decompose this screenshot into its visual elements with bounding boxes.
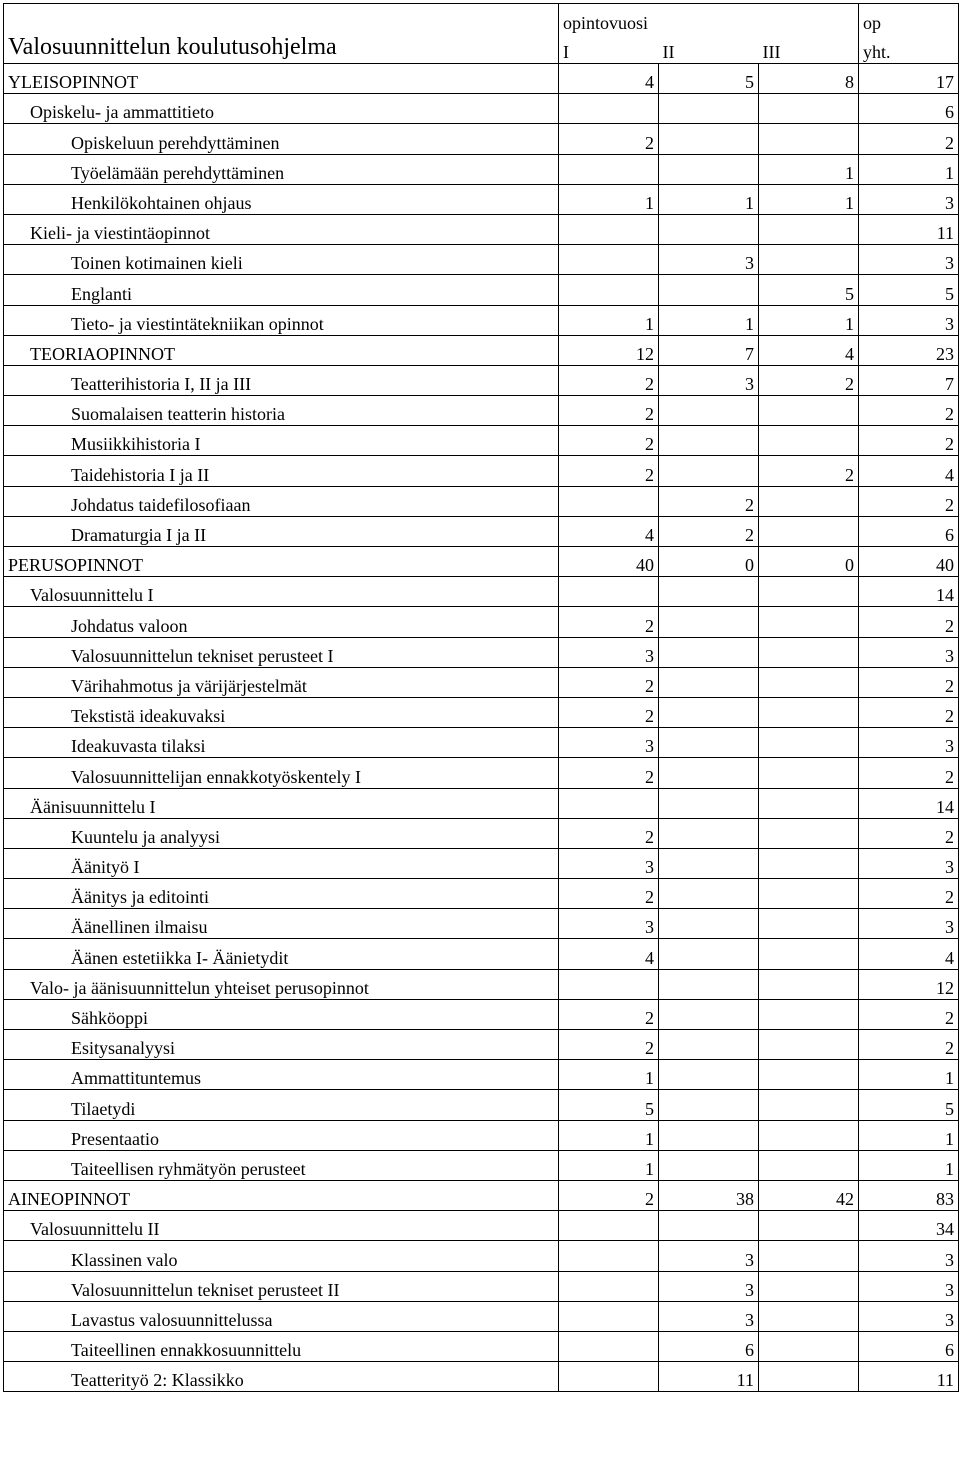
course-name: Suomalaisen teatterin historia — [4, 396, 559, 426]
course-name: Valosuunnittelu I — [4, 577, 559, 607]
year-2-credits: 3 — [659, 1271, 759, 1301]
course-name: Taidehistoria I ja II — [4, 456, 559, 486]
course-name: Lavastus valosuunnittelussa — [4, 1301, 559, 1331]
year-3-credits — [759, 818, 859, 848]
total-credits: 2 — [859, 879, 959, 909]
course-name: YLEISOPINNOT — [4, 64, 559, 94]
year-1-credits: 3 — [559, 637, 659, 667]
year-3-credits — [759, 516, 859, 546]
year-3-credits: 42 — [759, 1180, 859, 1210]
year-1-credits: 3 — [559, 848, 659, 878]
table-row — [4, 124, 959, 154]
total-credits: 2 — [859, 396, 959, 426]
year-1-credits — [559, 788, 659, 818]
header-row-top — [4, 4, 959, 34]
year-1-credits: 2 — [559, 426, 659, 456]
total-credits: 3 — [859, 637, 959, 667]
total-credits: 1 — [859, 1150, 959, 1180]
year-2-credits: 38 — [659, 1180, 759, 1210]
year-2-credits: 2 — [659, 516, 759, 546]
course-name: Valosuunnittelijan ennakkotyöskentely I — [4, 758, 559, 788]
year-1-credits — [559, 1301, 659, 1331]
course-name: Johdatus taidefilosofiaan — [4, 486, 559, 516]
year-1-credits: 1 — [559, 305, 659, 335]
year-3-credits — [759, 848, 859, 878]
year-3-credits — [759, 1211, 859, 1241]
table-row — [4, 1211, 959, 1241]
year-1-credits: 40 — [559, 547, 659, 577]
year-3-credits: 1 — [759, 184, 859, 214]
course-name: Valosuunnittelu II — [4, 1211, 559, 1241]
year-1-credits: 3 — [559, 728, 659, 758]
table-row — [4, 1331, 959, 1361]
year-3-credits: 2 — [759, 365, 859, 395]
year-1-credits: 3 — [559, 909, 659, 939]
year-1-credits — [559, 577, 659, 607]
table-row — [4, 1090, 959, 1120]
total-credits: 12 — [859, 969, 959, 999]
year-2-credits — [659, 818, 759, 848]
year-3-credits — [759, 94, 859, 124]
year-1-credits: 2 — [559, 667, 659, 697]
year-2-credits: 7 — [659, 335, 759, 365]
course-name: Tilaetydi — [4, 1090, 559, 1120]
total-credits: 6 — [859, 94, 959, 124]
header-opintovuosi: opintovuosi — [559, 4, 859, 34]
year-2-credits: 3 — [659, 1241, 759, 1271]
year-2-credits — [659, 1060, 759, 1090]
year-3-credits — [759, 1090, 859, 1120]
total-credits: 17 — [859, 64, 959, 94]
year-1-credits — [559, 214, 659, 244]
total-credits: 2 — [859, 818, 959, 848]
total-credits: 3 — [859, 305, 959, 335]
year-3-credits — [759, 969, 859, 999]
year-1-credits: 2 — [559, 607, 659, 637]
page-title: Valosuunnittelun koulutusohjelma — [4, 4, 559, 64]
course-name: Ideakuvasta tilaksi — [4, 728, 559, 758]
table-row — [4, 637, 959, 667]
year-1-credits: 2 — [559, 456, 659, 486]
year-3-credits: 5 — [759, 275, 859, 305]
year-3-credits: 1 — [759, 154, 859, 184]
total-credits: 2 — [859, 1030, 959, 1060]
year-3-credits — [759, 1150, 859, 1180]
year-2-credits — [659, 275, 759, 305]
course-name: Äänellinen ilmaisu — [4, 909, 559, 939]
course-name: Tekstistä ideakuvaksi — [4, 697, 559, 727]
table-row — [4, 516, 959, 546]
total-credits: 11 — [859, 214, 959, 244]
year-2-credits: 0 — [659, 547, 759, 577]
year-2-credits — [659, 577, 759, 607]
year-3-credits: 0 — [759, 547, 859, 577]
table-row — [4, 758, 959, 788]
table-row — [4, 909, 959, 939]
course-name: Valo- ja äänisuunnittelun yhteiset perusopinnot — [4, 969, 559, 999]
year-3-credits — [759, 758, 859, 788]
table-row — [4, 305, 959, 335]
total-credits: 5 — [859, 275, 959, 305]
total-credits: 3 — [859, 184, 959, 214]
course-name: Äänityö I — [4, 848, 559, 878]
year-3-credits — [759, 999, 859, 1029]
year-1-credits: 4 — [559, 64, 659, 94]
header-year-1: I — [559, 34, 659, 64]
year-3-credits — [759, 879, 859, 909]
year-2-credits — [659, 1030, 759, 1060]
table-row — [4, 486, 959, 516]
year-3-credits: 2 — [759, 456, 859, 486]
table-row — [4, 214, 959, 244]
table-row — [4, 547, 959, 577]
year-3-credits — [759, 1301, 859, 1331]
total-credits: 3 — [859, 848, 959, 878]
total-credits: 3 — [859, 245, 959, 275]
table-row — [4, 1241, 959, 1271]
year-2-credits — [659, 154, 759, 184]
year-3-credits — [759, 1271, 859, 1301]
table-row — [4, 697, 959, 727]
year-1-credits: 5 — [559, 1090, 659, 1120]
year-2-credits: 3 — [659, 365, 759, 395]
course-name: Ammattituntemus — [4, 1060, 559, 1090]
course-name: Äänitys ja editointi — [4, 879, 559, 909]
year-1-credits: 12 — [559, 335, 659, 365]
year-1-credits: 4 — [559, 516, 659, 546]
total-credits: 2 — [859, 999, 959, 1029]
year-2-credits — [659, 999, 759, 1029]
total-credits: 3 — [859, 1301, 959, 1331]
course-name: Valosuunnittelun tekniset perusteet II — [4, 1271, 559, 1301]
year-3-credits — [759, 1030, 859, 1060]
year-2-credits: 11 — [659, 1362, 759, 1392]
year-3-credits — [759, 486, 859, 516]
year-1-credits: 4 — [559, 939, 659, 969]
total-credits: 7 — [859, 365, 959, 395]
course-name: Opiskelu- ja ammattitieto — [4, 94, 559, 124]
year-2-credits — [659, 909, 759, 939]
year-3-credits — [759, 667, 859, 697]
table-row — [4, 1120, 959, 1150]
total-credits: 1 — [859, 1060, 959, 1090]
year-3-credits: 4 — [759, 335, 859, 365]
year-1-credits: 2 — [559, 396, 659, 426]
year-1-credits — [559, 275, 659, 305]
year-1-credits: 2 — [559, 124, 659, 154]
table-row — [4, 1180, 959, 1210]
course-name: Äänisuunnittelu I — [4, 788, 559, 818]
course-name: Henkilökohtainen ohjaus — [4, 184, 559, 214]
table-row — [4, 879, 959, 909]
course-name: Teatterihistoria I, II ja III — [4, 365, 559, 395]
total-credits: 6 — [859, 1331, 959, 1361]
year-1-credits — [559, 486, 659, 516]
year-2-credits: 1 — [659, 184, 759, 214]
course-name: Äänen estetiikka I- Äänietydit — [4, 939, 559, 969]
year-2-credits — [659, 426, 759, 456]
course-name: Taiteellinen ennakkosuunnittelu — [4, 1331, 559, 1361]
total-credits: 3 — [859, 1241, 959, 1271]
year-3-credits — [759, 637, 859, 667]
table-row — [4, 788, 959, 818]
year-3-credits — [759, 1060, 859, 1090]
total-credits: 83 — [859, 1180, 959, 1210]
table-row — [4, 456, 959, 486]
year-3-credits — [759, 788, 859, 818]
year-2-credits: 6 — [659, 1331, 759, 1361]
year-3-credits — [759, 577, 859, 607]
total-credits: 2 — [859, 667, 959, 697]
year-2-credits: 2 — [659, 486, 759, 516]
year-3-credits: 1 — [759, 305, 859, 335]
header-op: op — [859, 4, 959, 34]
year-3-credits — [759, 426, 859, 456]
table-row — [4, 1060, 959, 1090]
year-2-credits — [659, 94, 759, 124]
year-2-credits — [659, 788, 759, 818]
year-1-credits — [559, 1241, 659, 1271]
table-row — [4, 335, 959, 365]
year-3-credits — [759, 1331, 859, 1361]
year-1-credits — [559, 245, 659, 275]
year-1-credits: 1 — [559, 1150, 659, 1180]
year-1-credits — [559, 969, 659, 999]
year-3-credits — [759, 214, 859, 244]
table-row — [4, 396, 959, 426]
total-credits: 3 — [859, 1271, 959, 1301]
year-2-credits — [659, 124, 759, 154]
total-credits: 2 — [859, 426, 959, 456]
year-2-credits — [659, 667, 759, 697]
year-1-credits: 1 — [559, 1120, 659, 1150]
total-credits: 2 — [859, 486, 959, 516]
year-2-credits — [659, 607, 759, 637]
header-yht: yht. — [859, 34, 959, 64]
year-3-credits — [759, 607, 859, 637]
curriculum-table — [3, 3, 959, 1392]
course-name: Kuuntelu ja analyysi — [4, 818, 559, 848]
table-row — [4, 365, 959, 395]
total-credits: 3 — [859, 728, 959, 758]
table-row — [4, 848, 959, 878]
course-name: Teatterityö 2: Klassikko — [4, 1362, 559, 1392]
year-1-credits: 2 — [559, 818, 659, 848]
table-row — [4, 969, 959, 999]
course-name: Dramaturgia I ja II — [4, 516, 559, 546]
year-2-credits — [659, 848, 759, 878]
year-2-credits — [659, 637, 759, 667]
total-credits: 2 — [859, 607, 959, 637]
year-3-credits — [759, 245, 859, 275]
year-2-credits — [659, 697, 759, 727]
course-name: Työelämään perehdyttäminen — [4, 154, 559, 184]
table-row — [4, 64, 959, 94]
table-row — [4, 275, 959, 305]
year-2-credits: 1 — [659, 305, 759, 335]
course-name: Musiikkihistoria I — [4, 426, 559, 456]
year-1-credits: 1 — [559, 1060, 659, 1090]
total-credits: 2 — [859, 124, 959, 154]
table-row — [4, 577, 959, 607]
table-row — [4, 1362, 959, 1392]
total-credits: 14 — [859, 577, 959, 607]
table-row — [4, 1150, 959, 1180]
table-row — [4, 154, 959, 184]
course-name: Toinen kotimainen kieli — [4, 245, 559, 275]
table-row — [4, 94, 959, 124]
year-1-credits: 2 — [559, 1180, 659, 1210]
total-credits: 11 — [859, 1362, 959, 1392]
year-3-credits — [759, 909, 859, 939]
year-2-credits — [659, 1211, 759, 1241]
course-name: Kieli- ja viestintäopinnot — [4, 214, 559, 244]
course-name: Valosuunnittelun tekniset perusteet I — [4, 637, 559, 667]
course-name: Sähköoppi — [4, 999, 559, 1029]
course-name: AINEOPINNOT — [4, 1180, 559, 1210]
table-row — [4, 667, 959, 697]
total-credits: 6 — [859, 516, 959, 546]
year-3-credits — [759, 697, 859, 727]
course-name: Presentaatio — [4, 1120, 559, 1150]
total-credits: 3 — [859, 909, 959, 939]
table-row — [4, 245, 959, 275]
year-2-credits — [659, 728, 759, 758]
year-2-credits — [659, 456, 759, 486]
course-name: Opiskeluun perehdyttäminen — [4, 124, 559, 154]
total-credits: 40 — [859, 547, 959, 577]
year-2-credits — [659, 939, 759, 969]
year-3-credits — [759, 1120, 859, 1150]
year-3-credits: 8 — [759, 64, 859, 94]
total-credits: 1 — [859, 1120, 959, 1150]
table-row — [4, 1301, 959, 1331]
year-3-credits — [759, 396, 859, 426]
year-3-credits — [759, 1362, 859, 1392]
table-row — [4, 184, 959, 214]
total-credits: 34 — [859, 1211, 959, 1241]
table-row — [4, 607, 959, 637]
table-row — [4, 999, 959, 1029]
header-year-2: II — [659, 34, 759, 64]
year-2-credits: 5 — [659, 64, 759, 94]
table-row — [4, 1271, 959, 1301]
year-1-credits — [559, 1271, 659, 1301]
total-credits: 14 — [859, 788, 959, 818]
course-name: Klassinen valo — [4, 1241, 559, 1271]
year-1-credits: 2 — [559, 1030, 659, 1060]
year-1-credits: 2 — [559, 697, 659, 727]
year-3-credits — [759, 1241, 859, 1271]
year-1-credits — [559, 1362, 659, 1392]
year-1-credits: 2 — [559, 999, 659, 1029]
year-1-credits — [559, 94, 659, 124]
year-3-credits — [759, 124, 859, 154]
year-2-credits — [659, 1090, 759, 1120]
course-name: Esitysanalyysi — [4, 1030, 559, 1060]
course-name: TEORIAOPINNOT — [4, 335, 559, 365]
year-1-credits — [559, 154, 659, 184]
total-credits: 1 — [859, 154, 959, 184]
total-credits: 2 — [859, 697, 959, 727]
course-name: Taiteellisen ryhmätyön perusteet — [4, 1150, 559, 1180]
year-2-credits — [659, 969, 759, 999]
course-name: Johdatus valoon — [4, 607, 559, 637]
total-credits: 23 — [859, 335, 959, 365]
year-2-credits — [659, 214, 759, 244]
table-row — [4, 939, 959, 969]
header-year-3: III — [759, 34, 859, 64]
table-row — [4, 1030, 959, 1060]
total-credits: 5 — [859, 1090, 959, 1120]
course-name: Tieto- ja viestintätekniikan opinnot — [4, 305, 559, 335]
year-3-credits — [759, 728, 859, 758]
table-row — [4, 426, 959, 456]
year-3-credits — [759, 939, 859, 969]
table-row — [4, 728, 959, 758]
year-2-credits — [659, 1120, 759, 1150]
year-2-credits — [659, 396, 759, 426]
total-credits: 4 — [859, 939, 959, 969]
total-credits: 4 — [859, 456, 959, 486]
total-credits: 2 — [859, 758, 959, 788]
year-1-credits: 2 — [559, 879, 659, 909]
year-2-credits — [659, 1150, 759, 1180]
year-1-credits — [559, 1211, 659, 1241]
course-name: Englanti — [4, 275, 559, 305]
year-2-credits: 3 — [659, 1301, 759, 1331]
course-name: Värihahmotus ja värijärjestelmät — [4, 667, 559, 697]
year-2-credits — [659, 758, 759, 788]
year-2-credits — [659, 879, 759, 909]
year-1-credits: 2 — [559, 365, 659, 395]
year-1-credits: 1 — [559, 184, 659, 214]
year-1-credits — [559, 1331, 659, 1361]
course-name: PERUSOPINNOT — [4, 547, 559, 577]
year-2-credits: 3 — [659, 245, 759, 275]
table-row — [4, 818, 959, 848]
year-1-credits: 2 — [559, 758, 659, 788]
